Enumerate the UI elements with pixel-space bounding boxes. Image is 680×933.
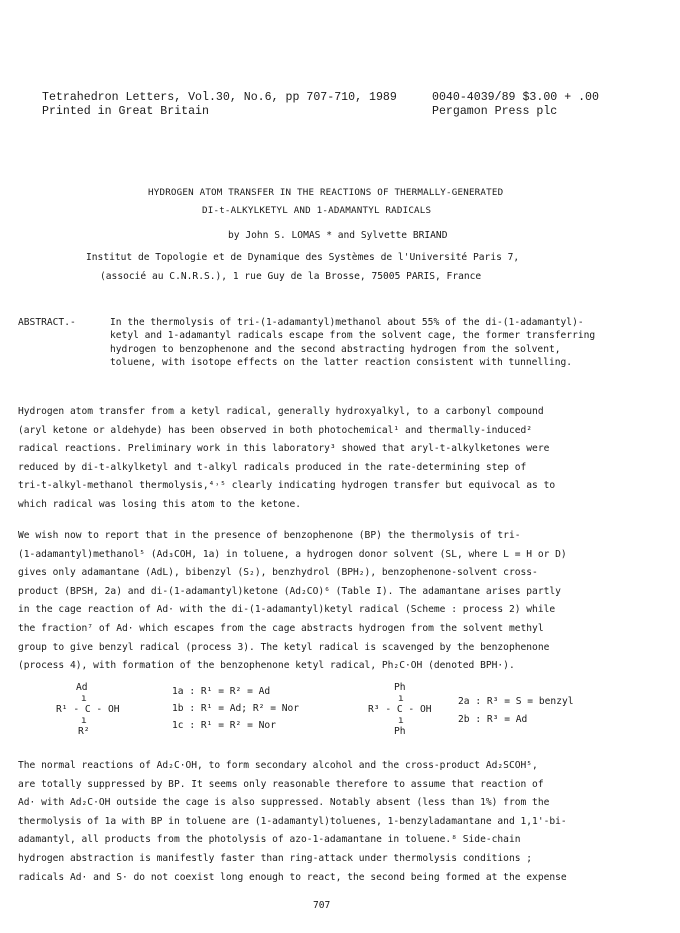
text-line: tri-t-alkyl-methanol thermolysis,⁴˒⁵ clearly indicating hydrogen transfer but equivocal as to (18, 480, 556, 492)
text-line: gives only adamantane (AdL), bibenzyl (S₂), benzhydrol (BPH₂), benzophenone-solvent cross- (18, 567, 538, 579)
structure-2 (362, 682, 662, 742)
structure-1-bond-top: ı (81, 693, 87, 704)
structure-2-bottom: Ph (394, 726, 406, 737)
text-line: Ad· with Ad₂C·OH outside the cage is also suppressed. Notably absent (less than 1%) from the (18, 797, 550, 809)
structure-2-core: R³ - C - OH (368, 704, 432, 715)
text-line: We wish now to report that in the presence of benzophenone (BP) the thermolysis of tri- (18, 530, 521, 541)
authors: by John S. LOMAS * and Sylvette BRIAND (228, 230, 448, 241)
text-line: thermolysis of 1a with BP in toluene are (1-adamantyl)toluenes, 1-benzyladamantane and 1,1'-bi- (18, 815, 567, 827)
abstract-line: ketyl and 1-adamantyl radicals escape from the solvent cage, the former transferring (110, 330, 596, 342)
publisher: Pergamon Press plc (432, 105, 558, 118)
text-line: radical reactions. Preliminary work in this laboratory³ showed that aryl-t-alkylketones were (18, 443, 550, 455)
structure-1-bottom: R² (78, 726, 90, 737)
journal-citation: Tetrahedron Letters, Vol.30, No.6, pp 707-710, 1989 (42, 91, 397, 104)
structure-2-top: Ph (394, 682, 406, 693)
structure-1-def-a: 1a : R¹ = R² = Ad (172, 686, 271, 697)
structure-2-bond-top: ı (398, 693, 404, 704)
abstract-line: hydrogen to benzophenone and the second abstracting hydrogen from the solvent, (110, 343, 561, 355)
text-line: (process 4), with formation of the benzophenone ketyl radical, Ph₂C·OH (denoted BPH·). (18, 660, 515, 672)
structure-1-bond-bottom: ı (81, 715, 87, 726)
paper-title-line2: DI-t-ALKYLKETYL AND 1-ADAMANTYL RADICALS (202, 205, 432, 216)
text-line: are totally suppressed by BP. It seems only reasonable therefore to assume that reaction of (18, 778, 544, 790)
text-line: (aryl ketone or aldehyde) has been observed in both photochemical¹ and thermally-induced² (18, 424, 533, 436)
abstract-text (110, 316, 595, 370)
page-number: 707 (313, 900, 331, 911)
structure-1-top: Ad (76, 682, 88, 693)
abstract-label: ABSTRACT.- (18, 317, 76, 328)
text-line: hydrogen abstraction is manifestly faster than ring-attack under thermolysis conditions ; (18, 852, 533, 864)
issn-price: 0040-4039/89 $3.00 + .00 (432, 91, 599, 104)
structure-1-def-c: 1c : R¹ = R² = Nor (172, 720, 276, 731)
text-line: in the cage reaction of Ad· with the di-(1-adamantyl)ketyl radical (Scheme : process 2) while (18, 604, 556, 616)
text-line: The normal reactions of Ad₂C·OH, to form secondary alcohol and the cross-product Ad₂SCOH⁵, (18, 760, 538, 771)
structure-1-core: R¹ - C - OH (56, 704, 120, 715)
paragraph-1 (18, 403, 666, 515)
structure-1 (34, 682, 334, 742)
abstract-line: In the thermolysis of tri-(1-adamantyl)methanol about 55% of the di-(1-adamantyl)- (110, 317, 584, 328)
text-line: which radical was losing this atom to the ketone. (18, 498, 302, 510)
text-line: group to give benzyl radical (process 3). The ketyl radical is scavenged by the benzophenone (18, 641, 550, 653)
affiliation-line1: Institut de Topologie et de Dynamique des Systèmes de l'Université Paris 7, (86, 252, 520, 263)
text-line: the fraction⁷ of Ad· which escapes from the cage abstracts hydrogen from the solvent methyl (18, 622, 544, 634)
abstract-line: toluene, with isotope effects on the latter reaction consistent with tunnelling. (110, 357, 573, 369)
affiliation-line2: (associé au C.N.R.S.), 1 rue Guy de la Brosse, 75005 PARIS, France (100, 271, 482, 282)
text-line: radicals Ad· and S· do not coexist long enough to react, the second being formed at the expense (18, 871, 567, 883)
paragraph-2 (18, 527, 666, 676)
text-line: reduced by di-t-alkylketyl and t-alkyl radicals produced in the rate-determining step of (18, 461, 527, 473)
paper-title-line1: HYDROGEN ATOM TRANSFER IN THE REACTIONS OF THERMALLY-GENERATED (148, 187, 504, 198)
paragraph-3 (18, 757, 666, 887)
structure-2-def-b: 2b : R³ = Ad (458, 714, 528, 725)
text-line: product (BPSH, 2a) and di-(1-adamantyl)ketone (Ad₂CO)⁶ (Table I). The adamantane arises partly (18, 585, 561, 597)
text-line: adamantyl, all products from the photolysis of azo-1-adamantane in toluene.⁸ Side-chain (18, 834, 521, 846)
printed-in: Printed in Great Britain (42, 105, 209, 118)
structure-2-def-a: 2a : R³ = S = benzyl (458, 696, 574, 707)
structure-1-def-b: 1b : R¹ = Ad; R² = Nor (172, 703, 300, 714)
text-line: (1-adamantyl)methanol⁵ (Ad₃COH, 1a) in toluene, a hydrogen donor solvent (SL, where L = H or D) (18, 548, 567, 560)
text-line: Hydrogen atom transfer from a ketyl radical, generally hydroxyalkyl, to a carbonyl compound (18, 406, 544, 417)
structure-2-bond-bottom: ı (398, 715, 404, 726)
